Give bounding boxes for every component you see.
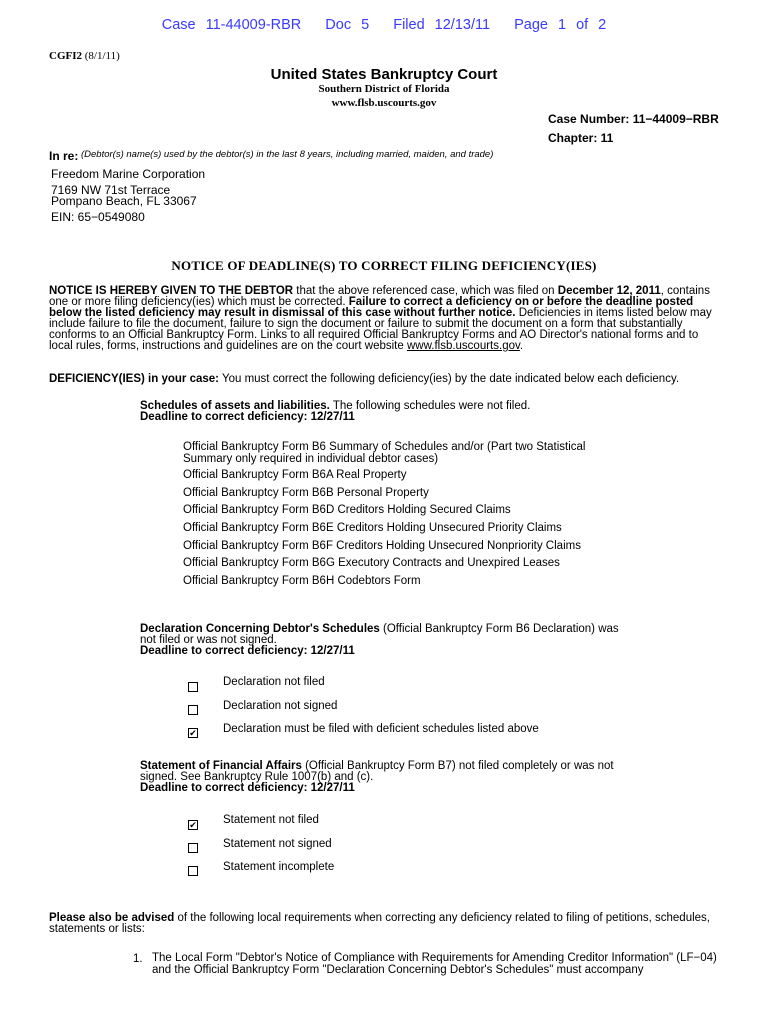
declaration-section-title [140,624,620,657]
header-case: Case 11-44009-RBR [161,17,302,33]
schedule-item-b6h: Official Bankruptcy Form B6H Codebtors Form [183,575,421,587]
statement-incomplete-checkbox[interactable] [188,866,198,876]
notice-text-2: , contains one or more filing deficiency(ies) which must be corrected. [49,285,710,308]
list-item-text: The Local Form "Debtor's Notice of Compliance with Requirements for Amending Creditor Information" (LF−04) and the Official Bankruptcy Form "Declaration Concerning Debtor's Schedules" must accompany [152,952,717,976]
schedules-section-title [140,401,660,423]
schedules-title-bold: Schedules of assets and liabilities. [140,400,330,412]
check-icon: ✔ [189,820,197,830]
schedule-item-b6b: Official Bankruptcy Form B6B Personal Property [183,487,429,499]
advised-paragraph [49,913,721,935]
schedule-item-b6f: Official Bankruptcy Form B6F Creditors Holding Unsecured Nonpriority Claims [183,540,581,552]
check-icon: ✔ [189,728,197,738]
statement-not-signed-checkbox[interactable] [188,843,198,853]
header-doc: Doc 5 [325,17,370,33]
court-website-link[interactable]: www.flsb.uscourts.gov [406,340,520,352]
statement-not-filed-checkbox[interactable] [188,820,198,830]
declaration-title-bold: Declaration Concerning Debtor's Schedules [140,623,380,635]
declaration-with-schedules-checkbox[interactable] [188,728,198,738]
declaration-not-filed-checkbox[interactable] [188,682,198,692]
declaration-not-signed-checkbox[interactable] [188,705,198,715]
schedule-item-b6: Official Bankruptcy Form B6 Summary of Schedules and/or (Part two Statistical Summary only required in individual debtor cases) [183,441,586,465]
statement-not-filed-label: Statement not filed [223,814,319,826]
notice-warning: Failure to correct a deficiency on or before the deadline posted below the listed deficiency may result in dismissal of this case without further notice. [49,296,694,319]
declaration-not-signed-label: Declaration not signed [223,700,338,712]
notice-text-4: . [519,340,524,352]
court-district: Southern District of Florida [318,83,450,95]
form-code [49,50,120,62]
declaration-deadline: Deadline to correct deficiency: 12/27/11 [140,645,355,657]
declaration-with-schedules-label: Declaration must be filed with deficient schedules listed above [223,723,539,735]
schedule-item-b6e: Official Bankruptcy Form B6E Creditors Holding Unsecured Priority Claims [183,522,562,534]
notice-title: NOTICE OF DEADLINE(S) TO CORRECT FILING DEFICIENCY(IES) [171,258,597,273]
notice-text-1: that the above referenced case, which was filed on [293,285,558,297]
deficiency-label: DEFICIENCY(IES) in your case: [49,373,219,385]
statement-not-signed-label: Statement not signed [223,838,332,850]
case-number: Case Number: 11−44009−RBR [548,112,719,126]
court-website: www.flsb.uscourts.gov [331,97,437,109]
advised-lead: Please also be advised [49,912,175,924]
sofa-section-title [140,761,640,794]
header-filed: Filed 12/13/11 [393,17,491,33]
in-re-note: (Debtor(s) name(s) used by the debtor(s) in the last 8 years, including married, maiden, and trade) [81,149,494,160]
deficiency-text: You must correct the following deficiency(ies) by the date indicated below each deficiency. [218,373,680,385]
notice-paragraph [49,286,721,352]
sofa-deadline: Deadline to correct deficiency: 12/27/11 [140,782,355,794]
schedules-title-text: The following schedules were not filed. [329,400,531,412]
notice-text-3: Deficiencies in items listed below may include failure to file the document, failure to sign the document or failure to submit the document on a form that substantially conforms to an Official Bankruptcy Form. Links to all required Official Bankruptcy Forms and AO Director's national forms and to local rules, forms, instructions and guidelines are on the court website [49,307,712,352]
advised-text: of the following local requirements when correcting any deficiency related to filing of petitions, schedules, statements or lists: [49,912,710,935]
statement-incomplete-label: Statement incomplete [223,861,335,873]
declaration-not-filed-label: Declaration not filed [223,676,325,688]
sofa-title-text: (Official Bankruptcy Form B7) not filed completely or was not signed. See Bankruptcy Rule 1007(b) and (c). [140,760,614,783]
declaration-title-text: (Official Bankruptcy Form B6 Declaration) was not filed or was not signed. [140,623,619,646]
notice-filed-date: December 12, 2011 [557,285,661,297]
schedules-deadline: Deadline to correct deficiency: 12/27/11 [140,411,355,423]
debtor-ein: EIN: 65−0549080 [51,210,145,224]
chapter: Chapter: 11 [548,131,614,145]
schedule-item-b6g: Official Bankruptcy Form B6G Executory Contracts and Unexpired Leases [183,557,560,569]
sofa-title-bold: Statement of Financial Affairs [140,760,302,772]
schedule-item-b6d: Official Bankruptcy Form B6D Creditors Holding Secured Claims [183,504,511,516]
header-page: Page 1 of 2 [514,17,607,33]
deficiency-intro [49,373,679,385]
debtor-street: 7169 NW 71st Terrace [51,183,171,197]
debtor-city: Pompano Beach, FL 33067 [51,194,197,208]
list-item-number: 1. [133,953,143,965]
notice-lead: NOTICE IS HEREBY GIVEN TO THE DEBTOR [49,285,294,297]
form-code-date: (8/1/11) [84,50,120,62]
schedule-item-b6a: Official Bankruptcy Form B6A Real Property [183,469,407,481]
debtor-name: Freedom Marine Corporation [51,167,206,181]
in-re-label: In re: [49,149,79,163]
court-name: United States Bankruptcy Court [270,66,498,83]
page-header [0,17,768,33]
form-code-id: CGFI2 [49,50,82,62]
